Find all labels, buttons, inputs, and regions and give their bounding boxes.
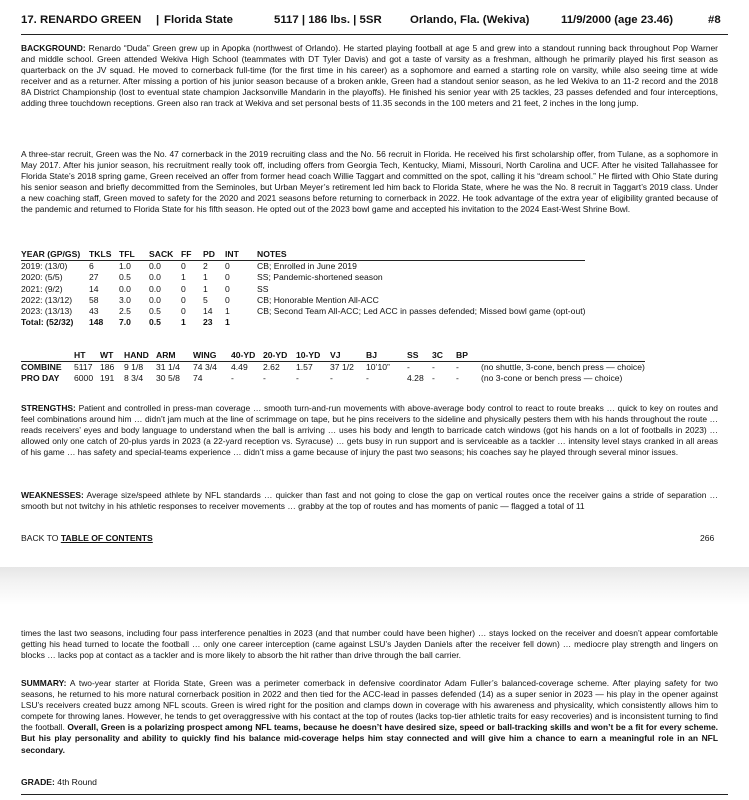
stats-table [21,249,585,328]
combine-cell: - [456,362,481,374]
page-gap [0,567,749,605]
combine-cell: 186 [100,362,124,374]
stats-cell: 0.0 [119,283,131,294]
back-to-toc [21,533,153,543]
stats-cell: SS [257,283,269,294]
stats-header-cell: NOTES [257,249,585,261]
combine-header-cell: VJ [330,350,341,360]
combine-cell: 30 5/8 [156,373,180,384]
header-rule [21,34,728,35]
stats-cell: 2.5 [119,306,131,317]
grade-value: 4th Round [57,777,97,787]
stats-cell: SS; Pandemic-shortened season [257,272,383,283]
stats-total-cell: 1 [225,317,230,328]
stats-cell: 2021: (9/2) [21,283,63,294]
back-to-label: BACK TO [21,533,59,543]
stats-total-cell: 0.5 [149,317,161,328]
stats-cell: 0.0 [149,283,161,294]
combine-header-cell [21,350,74,362]
combine-header-cell: BJ [366,350,377,360]
weaknesses-continued: times the last two seasons, including four pass interference penalties in 2023 (and that number could have been higher) … stays locked on the receiver and doesn’t appear comfortable getting his head turned to locate the football … only one career interception (came against LSU’s Jayden Daniels after the receiver fell down) … mediocre play strength and lingers on blocks … lacks pop at contact as a tackler and is more likely to absorb the hit rather than drive through the ball carrier. [21,628,718,661]
stats-cell: 1 [181,272,186,283]
prospect-number-name: 17. RENARDO GREEN [21,14,142,26]
combine-header-cell: 20-YD [263,350,288,360]
combine-cell: 37 1/2 [330,362,366,374]
stats-cell: CB; Second Team All-ACC; Led ACC in passes defended; Missed bowl game (opt-out) [257,306,586,317]
stats-row [21,306,585,317]
combine-header-cell: BP [456,350,468,360]
stats-cell: 5 [203,294,208,305]
combine-header-cell: HT [74,350,86,360]
stats-cell: 0 [225,294,230,305]
stats-total-cell: Total: (52/32) [21,317,74,328]
prospect-school: Florida State [164,14,233,26]
stats-row [21,295,585,306]
summary-overall: Overall, Green is a polarizing prospect among NFL teams, because he doesn’t have desired size, speed or ball-tracking skills and won’t be a fit for every scheme. But his play personality and ability to quickly find his balance mid-coverage helps him stay connected and will give him a chance to earn a meaningful role in an NFL secondary. [21,722,718,755]
combine-cell: - [263,373,266,384]
grade [21,777,97,787]
stats-header-cell: YEAR (GP/GS) [21,249,89,261]
background-label: BACKGROUND: [21,43,86,53]
combine-cell: - [330,373,333,384]
combine-header-cell: HAND [124,350,149,360]
stats-header-cell: FF [181,249,203,261]
stats-cell: 1 [225,306,230,317]
stats-total-cell: 1 [181,317,186,328]
combine-cell: - [407,362,432,374]
combine-cell: 9 1/8 [124,362,156,374]
combine-cell: (no 3-cone or bench press — choice) [481,373,623,384]
background-paragraph-2: A three-star recruit, Green was the No. 47 cornerback in the 2019 recruiting class and the No. 56 recruit in Florida. He received his first scholarship offer, from Tulane, as a sophomore in May 2017. After his junior season, his recruitment really took off, including offers from Georgia Tech, Kentucky, Miami, Missouri, North Carolina and UCF. After he visited Tallahassee for Florida State’s 2018 spring game, Green received an offer from former head coach Willie Taggart and committed on the spot, calling it his “dream school.” He flirted with Ohio State during his senior season and briefly decommitted from the Seminoles, but Urban Meyer’s retirement led him back to Florida State, where he was the No. 8 recruit in Taggart’s 2019 class. Under a new coaching staff, Green moved to safety for the 2020 and 2021 seasons before returning to cornerback in 2022. He took advantage of the extra year of eligibility granted because of the pandemic and returned to Florida State for his fifth season. He opted out of the 2023 bowl game and accepted his invitation to the 2024 East-West Shrine Bowl. [21,149,718,215]
stats-header-cell: TKLS [89,249,119,261]
stats-cell: 3.0 [119,294,131,305]
stats-header-cell: SACK [149,249,181,261]
combine-cell: 74 [193,373,203,384]
combine-cell: 191 [100,373,115,384]
stats-cell: 0 [181,294,186,305]
stats-row [21,272,585,283]
summary-text: A two-year starter at Florida State, Green was a perimeter comerback in defensive coordinator Adam Fuller’s balanced-coverage scheme. After playing safety for two seasons, he returned to his more natural cornerback position in 2022 and then tied for the ACC-lead in passes defended (14) as a super senior in 2023 — his play in the opener against LSU’s receivers created buzz among NFL scouts. Green is wired right for the position and clamps down in coverage with his awareness and physicality, which consistently allows him to compete for throwing lanes. However, he tends to get overaggressive with his contact at the top of routes (lacks top-tier athletic traits for easy recoveries) and is inconsistent turning to find the football. [21,678,718,733]
stats-cell: 2 [203,261,208,272]
combine-row-label: COMBINE [21,362,74,374]
stats-header-cell: PD [203,249,225,261]
stats-cell: 0 [225,261,230,272]
stats-cell: 0.5 [149,306,161,317]
stats-cell: 2022: (13/12) [21,294,73,305]
stats-cell: 2019: (13/0) [21,261,68,272]
combine-cell: 1.57 [296,362,330,374]
stats-cell: 0 [181,261,186,272]
stats-cell: CB; Enrolled in June 2019 [257,261,357,272]
weaknesses-section [21,490,718,512]
combine-cell: 6000 [74,373,94,384]
stats-cell: 0 [181,283,186,294]
background-paragraph-1: Renardo “Duda” Green grew up in Apopka (northwest of Orlando). He started playing football at age 5 and grew into a standout running back throughout Pop Warner and middle school. Green attended Wekiva High School (teammates with DT Tyler Davis) and got a taste of varsity as a freshman, although he primarily played his first season as quarterback on the JV squad. He moved to cornerback full-time (for the first time in his career) as a sophomore and earned a starting role on varsity, while also seeing time at wide receiver and as a returner. After missing a portion of his junior season because of a broken ankle, Green had a standout senior season, as he led Wekiva to an 11-2 record and the 2018 8A District Championship (lost to eventual state champion Jacksonville Mandarin in the playoffs). He finished his senior year with 25 tackles, 23 passes defended and four interceptions, adding three touchdown receptions. Green also ran track at Wekiva and set personal bests of 11.35 seconds in the 100 meters and 21 feet, 2 inches in the long jump. [21,43,718,109]
stats-cell: 14 [89,283,99,294]
background-paragraph-2-block [21,149,718,216]
stats-cell: 1 [203,283,208,294]
stats-header-row [21,249,585,261]
stats-cell: 0.0 [149,261,161,272]
combine-cell: 31 1/4 [156,362,193,374]
combine-cell: - [366,373,369,384]
combine-cell: 2.62 [263,362,296,374]
weaknesses-text: Average size/speed athlete by NFL standards … quicker than fast and not going to close the gap on vertical routes once the receiver gains a stride of separation … smooth but not twitchy in his athletic responses to receiver movements … grabby at the top of routes and has moments of panic — flagged a total of 11 [21,490,718,512]
stats-cell: 1.0 [119,261,131,272]
combine-row-label: PRO DAY [21,373,60,384]
combine-header-row [21,350,645,362]
stats-cell: 27 [89,272,99,283]
combine-cell: 10’10” [366,362,407,374]
table-of-contents-link[interactable]: TABLE OF CONTENTS [60,533,153,543]
stats-cell: 2020: (5/5) [21,272,63,283]
grade-label: GRADE: [21,777,55,787]
stats-total-cell: 23 [203,317,213,328]
stats-cell: 43 [89,306,99,317]
stats-cell: 0 [181,306,186,317]
combine-header-cell: SS [407,350,419,360]
stats-cell: 1 [203,272,208,283]
prospect-hometown: Orlando, Fla. (Wekiva) [410,14,530,26]
prospect-rank: #8 [708,14,721,26]
combine-cell: 4.28 [407,373,424,384]
stats-cell: 0.0 [149,294,161,305]
stats-cell: 6 [89,261,94,272]
summary-label: SUMMARY: [21,678,67,688]
combine-cell: 8 3/4 [124,373,144,384]
prospect-dob: 11/9/2000 (age 23.46) [561,14,674,26]
combine-header-cell: WT [100,350,114,360]
page-267 [0,605,749,800]
strengths-text: Patient and controlled in press-man coverage … smooth turn-and-run movements with above-average body control to react to route breaks … quick to key on routes and feel combinations around him … didn’t jam much at the line of scrimmage on tape, but he pins receivers to the sideline and physically pesters them with his hands throughout the route … reads receivers’ eyes and body language to understand when the ball is arriving … uses his body and length to barricade catch windows (got his hands on a lot of footballs in 2023) … allowed only one catch of 20-plus yards in 2023 (a 22-yard reception vs. Syracuse) … gets busy in run support and is serviceable as a tackler … intensity level stays cranked in all areas of his game … has safety and special-teams experience … didn’t miss a game because of injury the past two seasons; his coaches say he played through several minor issues. [21,403,718,458]
combine-header-cell: 10-YD [296,350,321,360]
combine-cell: 4.49 [231,362,263,374]
stats-cell: 14 [203,306,213,317]
stats-header-cell: TFL [119,249,149,261]
combine-cell: - [432,362,456,374]
summary-section [21,678,718,756]
stats-cell: 58 [89,294,99,305]
combine-cell: - [296,373,299,384]
stats-cell: 0 [225,283,230,294]
header-sep-1: | [156,14,160,26]
stats-cell: 0.0 [149,272,161,283]
combine-header-cell: 3C [432,350,443,360]
combine-header-cell: ARM [156,350,176,360]
stats-row [21,261,585,273]
stats-row [21,284,585,295]
stats-cell: CB; Honorable Mention All-ACC [257,294,379,305]
background-section [21,43,718,110]
combine-cell: - [231,373,234,384]
combine-table [21,350,645,385]
combine-cell: - [432,373,435,384]
prospect-measurables: 5117 | 186 lbs. | 5SR [274,14,382,26]
combine-row [21,362,645,374]
strengths-section [21,403,718,458]
combine-cell: 74 3/4 [193,362,231,374]
stats-cell: 0 [225,272,230,283]
combine-row [21,373,645,384]
combine-header-cell: WING [193,350,217,360]
stats-total-cell [257,317,585,328]
grade-rule [21,794,728,795]
combine-header-cell [481,350,645,362]
combine-header-cell: 40-YD [231,350,256,360]
stats-total-cell: 7.0 [119,317,131,328]
stats-header-cell: INT [225,249,257,261]
strengths-label: STRENGTHS: [21,403,76,413]
combine-cell: 5117 [74,362,100,374]
stats-total-cell: 148 [89,317,104,328]
stats-cell: 2023: (13/13) [21,306,73,317]
combine-cell: (no shuttle, 3-cone, bench press — choice) [481,362,645,373]
stats-total-row [21,317,585,328]
page-number: 266 [700,533,715,543]
weaknesses-label: WEAKNESSES: [21,490,84,500]
combine-cell: - [456,373,459,384]
stats-cell: 0.5 [119,272,131,283]
